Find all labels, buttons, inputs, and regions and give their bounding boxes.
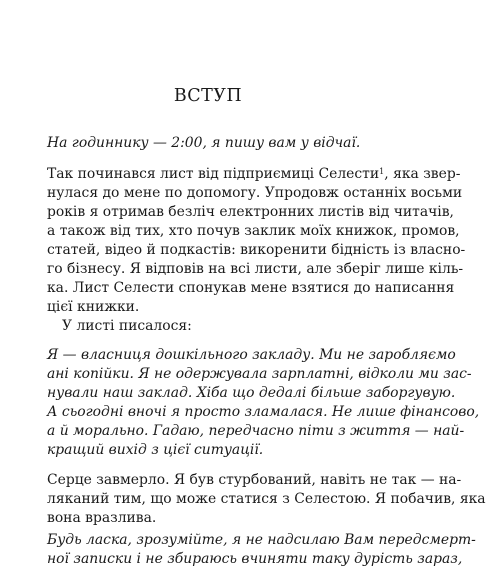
quote-line: ані копійки. Я не одержувала зарплатні, відколи ми зас-	[47, 366, 472, 382]
paragraph-line: статей, відео й подкастів: викоренити бідність із власно-	[47, 242, 466, 258]
paragraph-line: вона вразлива.	[47, 510, 157, 526]
paragraph-line: У листі писалося:	[62, 318, 192, 334]
quote-line: кращий вихід з цієї ситуації.	[47, 442, 264, 458]
paragraph-line: Серце завмерло. Я був стурбований, навіть не так — на-	[47, 472, 462, 488]
quote-line: Я — власниця дошкільного закладу. Ми не заробляємо	[47, 347, 456, 363]
epigraph: На годиннику — 2:00, я пишу вам у відчаї.	[47, 135, 361, 151]
paragraph-line: цієї книжки.	[47, 299, 140, 315]
quote-line: А сьогодні вночі я просто зламалася. Не лише фінансово,	[47, 404, 480, 420]
quote2-line: Будь ласка, зрозумійте, я не надсилаю Вам передсмерт-	[47, 532, 476, 548]
paragraph-line: років я отримав безліч електронних листів від читачів,	[47, 204, 454, 220]
paragraph-line: Так починався лист від підприємиці Селести$^1$, яка звер-	[47, 166, 461, 182]
paragraph-line: ляканий тим, що може статися з Селестою. Я побачив, яка	[47, 491, 486, 507]
paragraph-line: а також від тих, хто почув заклик моїх книжок, промов,	[47, 223, 460, 239]
paragraph-line: го бізнесу. Я відповів на всі листи, але зберіг лише кіль-	[47, 261, 464, 277]
quote-line: а й морально. Гадаю, передчасно піти з життя — най-	[47, 423, 465, 439]
quote2-line: ної записки і не збираюсь вчиняти таку дурість зараз,	[47, 551, 463, 567]
quote-line: нували наш заклад. Хіба що дедалі більше заборгувую.	[47, 385, 456, 401]
footnote-ref: 1	[379, 167, 385, 176]
paragraph-line: нулася до мене по допомогу. Упродовж останніх восьми	[47, 185, 463, 201]
chapter-title: ВСТУП	[173, 86, 243, 106]
paragraph-line: ка. Лист Селести спонукав мене взятися до написання	[47, 280, 455, 296]
